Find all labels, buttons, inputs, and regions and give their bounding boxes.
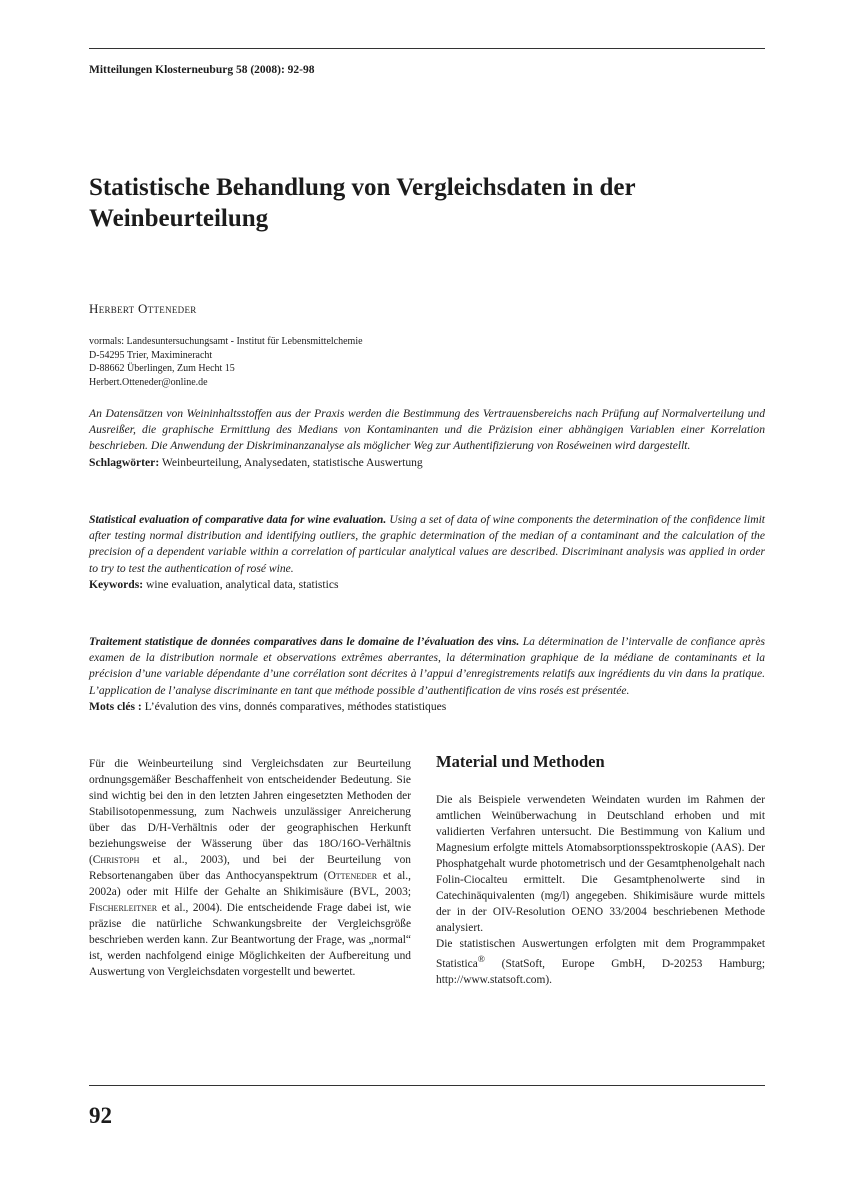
- methods-column: [436, 792, 765, 988]
- keywords-label: Mots clés :: [89, 699, 142, 713]
- address-line: vormals: Landesuntersuchungsamt - Institut für Lebensmittelchemie: [89, 336, 363, 347]
- registered-mark: ®: [477, 955, 485, 965]
- abstract-english: [89, 512, 765, 593]
- methods-paragraph: Die als Beispiele verwendeten Weindaten wurden im Rahmen der amtlichen Weinüberwachung in Deutschland erhoben und mit validierten Verfahren untersucht. Die Bestimmung von Kalium und Magnesium erfolgte mittels Atomabsorptionsspektroskopie (AAS). Der Phosphatgehalt wurde photometrisch und der Gesamtphenolgehalt nach Folin-Ciocalteu ermittelt. Die Gesamtphenolwerte sind in Catechinäquivalenten (mg/l) angegeben. Shikimisäure wurde mittels der in der OIV-Resolution OENO 33/2004 beschriebenen Methode analysiert.: [436, 794, 765, 934]
- header-rule: [89, 48, 765, 49]
- abstract-french: [89, 634, 765, 715]
- keywords-text: L’évalution des vins, donnés comparatives, méthodes statistiques: [144, 699, 447, 713]
- abstract-french-body: La détermination de l’intervalle de confiance après examen de la distribution normale et observations extrêmes aberrantes, la détermination graphique de la médiane de contaminants et la précision d’une variable dépendante d’une corrélation sont décrites à l’appui d’enregistrements relatifs aux ingrédients du vin dans la pratique. L’application de l’analyse discriminante en tant que méthode possible d’authentification de vins rosés est présentée.: [89, 635, 765, 697]
- keywords-text: Weinbeurteilung, Analysedaten, statistische Auswertung: [161, 455, 423, 469]
- citation-author: Fischerleitner: [89, 902, 158, 914]
- abstract-german-text: An Datensätzen von Weininhaltsstoffen aus der Praxis werden die Bestimmung des Vertrauensbereichs nach Prüfung auf Normalverteilung und Ausreißer, die graphische Ermittlung des Medians von Kontaminanten und die Präzision einer abhängigen Variablen einer Korrelation beschrieben. Die Anwendung der Diskriminanzanalyse als möglicher Weg zur Authentifizierung von Roséweinen wird dargestellt.: [89, 407, 765, 453]
- author-address: [89, 335, 363, 389]
- methods-text: (StatSoft, Europe GmbH, D-20253 Hamburg; http://www.statsoft.com).: [436, 957, 765, 986]
- journal-citation: Mitteilungen Klosterneuburg 58 (2008): 92-98: [89, 64, 315, 76]
- keywords-english: [89, 577, 765, 593]
- intro-text: et al., 2004). Die entscheidende Frage dabei ist, wie präzise die natürliche Schwankungsbreite der Vergleichsgröße beschrieben werden kann. Zur Beantwortung der Frage, was „normal“ ist, werden nachfolgend einige Möglichkeiten der Aufbereitung und Auswertung von Vergleichsdaten vorgestellt und bewertet.: [89, 902, 411, 978]
- methods-text: Die statistischen Auswertungen erfolgten mit dem Programmpaket Statistica: [436, 938, 765, 970]
- keywords-label: Keywords:: [89, 577, 144, 591]
- keywords-text: wine evaluation, analytical data, statistics: [146, 577, 339, 591]
- introduction-paragraph: [89, 756, 411, 980]
- methods-paragraph: [436, 936, 765, 988]
- abstract-french-title: Traitement statistique de données comparatives dans le domaine de l’évaluation des vins.: [89, 635, 520, 648]
- intro-text: et al., 2002a) oder mit Hilfe der Gehalte an Shikimisäure (BVL, 2003;: [89, 870, 411, 898]
- citation-author: Otteneder: [327, 870, 378, 882]
- section-heading-methods: Material und Methoden: [436, 752, 605, 771]
- article-title: Statistische Behandlung von Vergleichsdaten in der Weinbeurteilung: [89, 174, 636, 232]
- intro-text: Für die Weinbeurteilung sind Vergleichsdaten zur Beurteilung ordnungsgemäßer Beschaffenheit von entscheidender Bedeutung. Sie sind wichtig bei den in den letzten Jahren eingesetzten Methoden der Stabilisotopenmessung, zum Nachweis unzulässiger Anreicherung über das D/H-Verhältnis oder der geographischen Herkunft beziehungsweise der Wässerung über das 18O/16O-Verhältnis (: [89, 758, 411, 866]
- introduction-column: [89, 756, 411, 980]
- author-name: Herbert Otteneder: [89, 301, 197, 316]
- abstract-french-text: [89, 634, 765, 699]
- abstract-english-text: [89, 512, 765, 577]
- keywords-label: Schlagwörter:: [89, 455, 160, 469]
- address-line: D-54295 Trier, Maximineracht: [89, 349, 213, 361]
- abstract-german: [89, 406, 765, 471]
- keywords-german: [89, 455, 765, 471]
- address-line: D-88662 Überlingen, Zum Hecht 15: [89, 363, 235, 375]
- author-email: Herbert.Otteneder@online.de: [89, 376, 208, 388]
- footer-rule: [89, 1085, 765, 1086]
- intro-text: et al., 2003), und bei der Beurteilung von Rebsortenangaben über das Anthocyanspektrum (: [89, 854, 411, 882]
- keywords-french: [89, 699, 765, 715]
- abstract-english-body: Using a set of data of wine components the determination of the confidence limit after testing normal distribution and identifying outliers, the graphic determination of the median of a contaminant and the calculation of the precision of a dependent variable within a correlation of particular analytical values are described. Discriminant analysis was applied in order to try to test the authentication of rosé wine.: [89, 513, 766, 575]
- citation-author: Christoph: [92, 854, 140, 866]
- page-number: 92: [89, 1103, 112, 1128]
- abstract-english-title: Statistical evaluation of comparative data for wine evaluation.: [89, 513, 387, 526]
